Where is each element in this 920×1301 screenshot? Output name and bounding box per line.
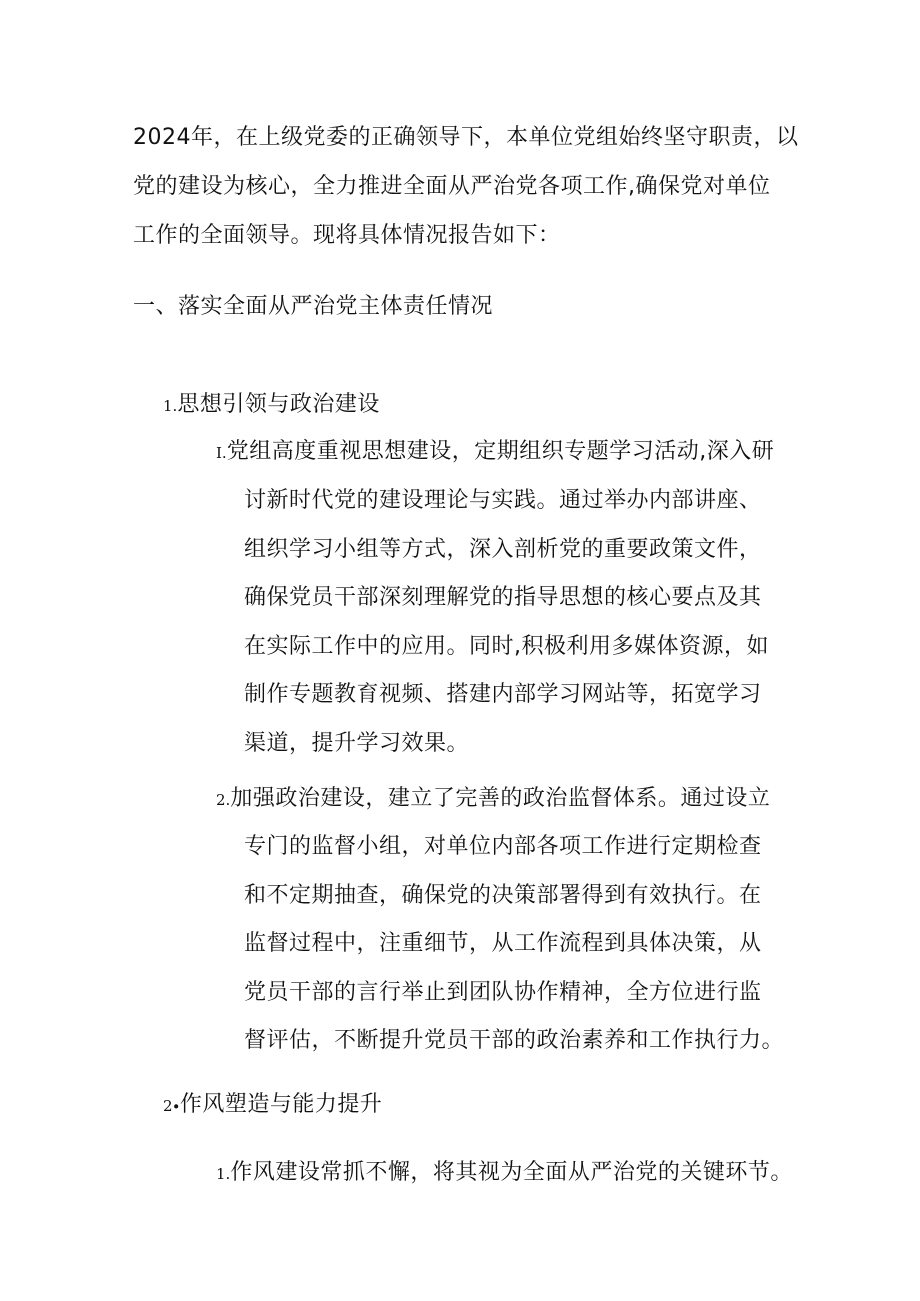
item-1-2-number: 2. bbox=[216, 791, 231, 809]
intro-line-1: 2024年，在上级党委的正确领导下，本单位党组始终坚守职责，以 bbox=[133, 125, 799, 150]
intro-line-2: 党的建设为核心，全力推进全面从严治党各项工作,确保党对单位 bbox=[133, 174, 771, 199]
item-1-2-line-3: 和不定期抽查，确保党的决策部署得到有效执行。在 bbox=[244, 883, 762, 908]
item-1-1-line-5: 在实际工作中的应用。同时,积极利用多媒体资源，如 bbox=[244, 634, 769, 659]
item-1-1-line-7: 渠道，提升学习效果。 bbox=[244, 731, 470, 756]
subsection-2-number: 2∙ bbox=[163, 1097, 180, 1115]
item-1-1-line-2: 讨新时代党的建设理论与实践。通过举办内部讲座、 bbox=[244, 488, 762, 513]
item-2-1-number: 1. bbox=[216, 1165, 231, 1183]
subsection-1-title: 1.思想引领与政治建设 bbox=[163, 392, 380, 417]
item-1-2-line-1: 2.加强政治建设，建立了完善的政治监督体系。通过设立 bbox=[216, 786, 771, 811]
item-1-2-line-6: 督评估，不断提升党员干部的政治素养和工作执行力。 bbox=[244, 1028, 785, 1053]
item-1-1-line-6: 制作专题教育视频、搭建内部学习网站等，拓宽学习 bbox=[244, 682, 762, 707]
section-heading: 一、落实全面从严治党主体责任情况 bbox=[133, 294, 494, 319]
item-1-1-line-1: I.党组高度重视思想建设，定期组织专题学习活动,深入研 bbox=[216, 439, 775, 464]
item-2-1-line-1: 1.作风建设常抓不懈，将其视为全面从严治党的关键环节。 bbox=[216, 1160, 793, 1185]
item-1-1-line-3: 组织学习小组等方式，深入剖析党的重要政策文件， bbox=[244, 537, 762, 562]
item-1-2-line-4: 监督过程中，注重细节，从工作流程到具体决策，从 bbox=[244, 931, 762, 956]
item-1-1-number: I. bbox=[216, 444, 227, 462]
item-1-2-line-5: 党员干部的言行举止到团队协作精神，全方位进行监 bbox=[244, 980, 762, 1005]
item-1-1-line-4: 确保党员干部深刻理解党的指导思想的核心要点及其 bbox=[244, 585, 762, 610]
intro-line-3: 工作的全面领导。现将具体情况报告如下： bbox=[133, 223, 561, 248]
item-1-2-line-2: 专门的监督小组，对单位内部各项工作进行定期检查 bbox=[244, 834, 762, 859]
subsection-2-title: 2∙作风塑造与能力提升 bbox=[163, 1092, 383, 1117]
subsection-1-number: 1. bbox=[163, 397, 178, 415]
